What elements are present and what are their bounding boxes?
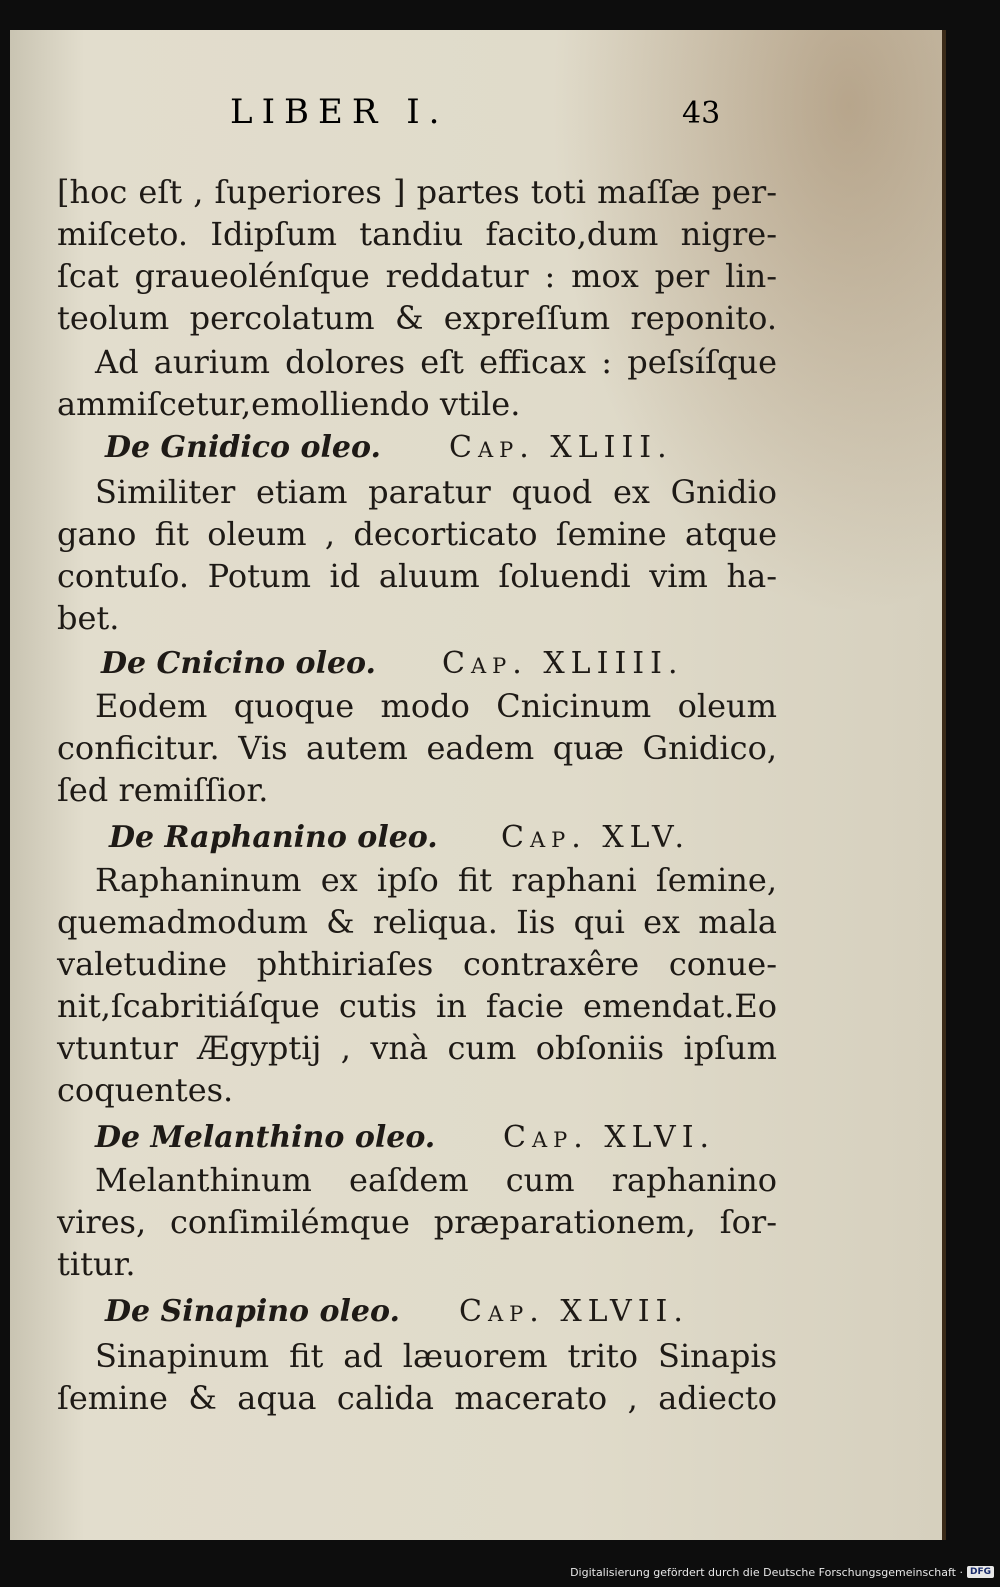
chapter-heading: [57, 644, 777, 684]
digitization-credit: [570, 1563, 994, 1581]
text-line: teolum percolatum & expreſſum reponito.: [57, 299, 777, 337]
text-line: nit,ſcabritiáſque cutis in facie emendat.Eo: [57, 987, 777, 1025]
text-line: Melanthinum eaſdem cum raphanino: [95, 1161, 777, 1199]
chapter-title: De Cnicino oleo.: [101, 646, 376, 681]
text-line: miſceto. Idipſum tandiu facito,dum nigre-: [57, 215, 777, 253]
text-line: vtuntur Ægyptij , vnà cum obſoniis ipſum: [57, 1029, 777, 1067]
text-line: coquentes.: [57, 1071, 234, 1109]
credit-text: Digitalisierung gefördert durch die Deutsche Forschungsgemeinschaft ·: [570, 1565, 963, 1579]
chapter-title: De Melanthino oleo.: [95, 1120, 436, 1155]
text-line: contuſo. Potum id aluum ſoluendi vim ha-: [57, 557, 777, 595]
text-line: ſed remiſſior.: [57, 771, 269, 809]
chapter-heading: [57, 428, 777, 468]
text-line: valetudine phthiriaſes contraxêre conue-: [57, 945, 777, 983]
chapter-number: Cap. XLV.: [501, 820, 690, 855]
text-line: [hoc eſt , ſuperiores ] partes toti maſſæ per-: [57, 173, 777, 211]
chapter-number: Cap. XLIIII.: [442, 646, 684, 681]
chapter-title: De Sinapino oleo.: [105, 1294, 400, 1329]
text-line: titur.: [57, 1245, 136, 1283]
text-line: bet.: [57, 599, 120, 637]
chapter-heading: [57, 1118, 777, 1158]
chapter-number: Cap. XLIII.: [449, 430, 673, 465]
running-head: [10, 92, 770, 132]
text-line: ammiſcetur,emolliendo vtile.: [57, 385, 521, 423]
chapter-number: Cap. XLVI.: [503, 1120, 716, 1155]
text-line: quemadmodum & reliqua. Iis qui ex mala: [57, 903, 777, 941]
text-line: gano fit oleum , decorticato ſemine atque: [57, 515, 777, 553]
chapter-number: Cap. XLVII.: [459, 1294, 689, 1329]
text-line: Similiter etiam paratur quod ex Gnidio: [95, 473, 777, 511]
chapter-heading: [57, 1292, 777, 1332]
text-line: Ad aurium dolores eſt efficax : peſsíſque: [95, 343, 777, 381]
text-line: ſemine & aqua calida macerato , adiecto: [57, 1379, 777, 1417]
text-line: vires, conſimilémque præparationem, ſor-: [57, 1203, 777, 1241]
book-page: [10, 30, 946, 1540]
chapter-title: De Gnidico oleo.: [105, 430, 381, 465]
chapter-heading: [57, 818, 777, 858]
page-number: 43: [682, 96, 721, 131]
text-line: Raphaninum ex ipſo fit raphani ſemine,: [95, 861, 777, 899]
dfg-logo-icon: DFG: [967, 1566, 994, 1578]
text-line: ſcat graueolénſque reddatur : mox per lin-: [57, 257, 777, 295]
running-title: LIBER I.: [230, 92, 449, 132]
text-line: Sinapinum fit ad læuorem trito Sinapis: [95, 1337, 777, 1375]
chapter-title: De Raphanino oleo.: [109, 820, 438, 855]
text-line: Eodem quoque modo Cnicinum oleum: [95, 687, 777, 725]
text-line: conficitur. Vis autem eadem quæ Gnidico,: [57, 729, 777, 767]
